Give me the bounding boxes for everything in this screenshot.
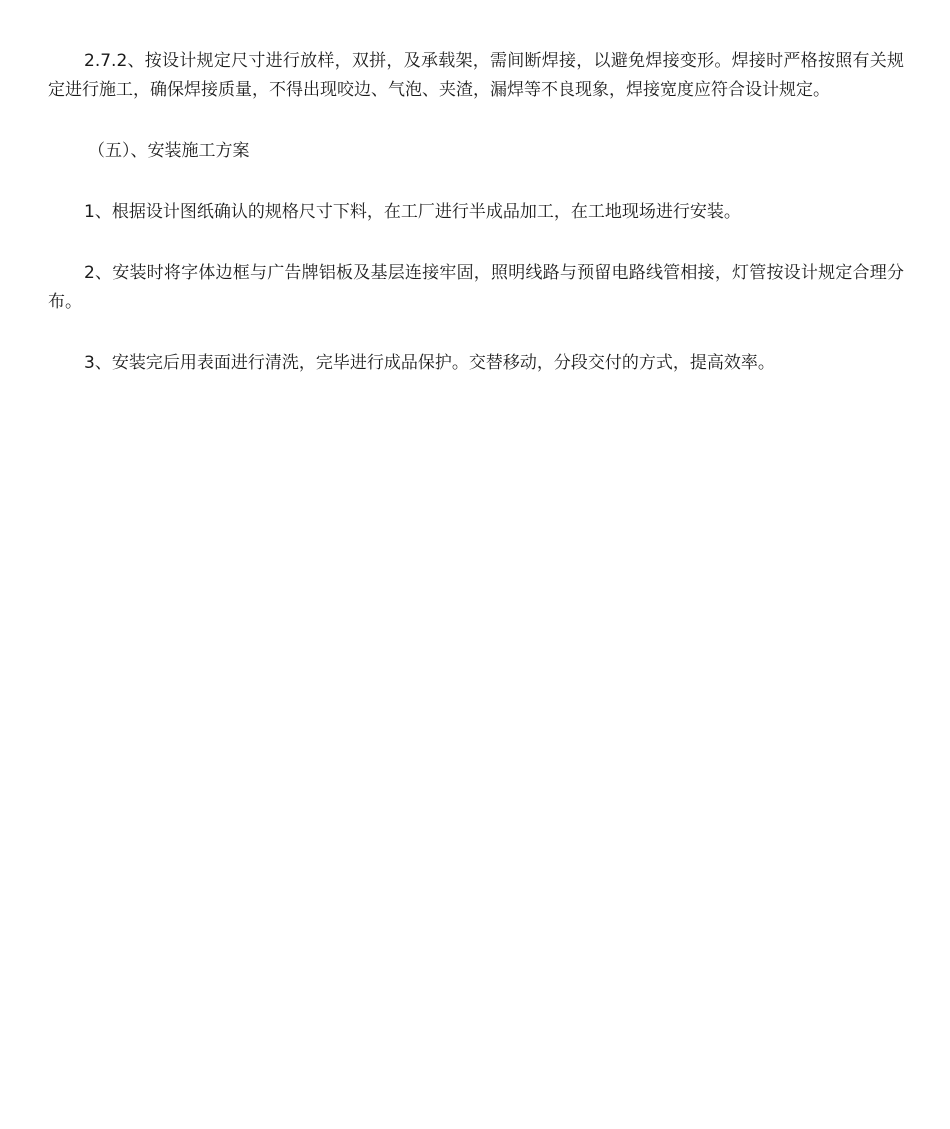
section-heading-installation-plan: （五）、安装施工方案 bbox=[88, 141, 250, 161]
paragraph-step-3: 3、安装完后用表面进行清洗，完毕进行成品保护。交替移动，分段交付的方式，提高效率。 bbox=[84, 353, 775, 373]
document-body bbox=[48, 47, 904, 410]
paragraph-step-2: 2、安装时将字体边框与广告牌铝板及基层连接牢固，照明线路与预留电路线管相接，灯管按设计规定合理分布。 bbox=[48, 263, 904, 312]
paragraph-welding: 2.7.2、按设计规定尺寸进行放样，双拼，及承载架，需间断焊接，以避免焊接变形。焊接时严格按照有关规定进行施工，确保焊接质量，不得出现咬边、气泡、夹渣，漏焊等不良现象，焊接宽度应符合设计规定。 bbox=[48, 51, 904, 100]
paragraph-step-1: 1、根据设计图纸确认的规格尺寸下料，在工厂进行半成品加工，在工地现场进行安装。 bbox=[84, 202, 741, 222]
